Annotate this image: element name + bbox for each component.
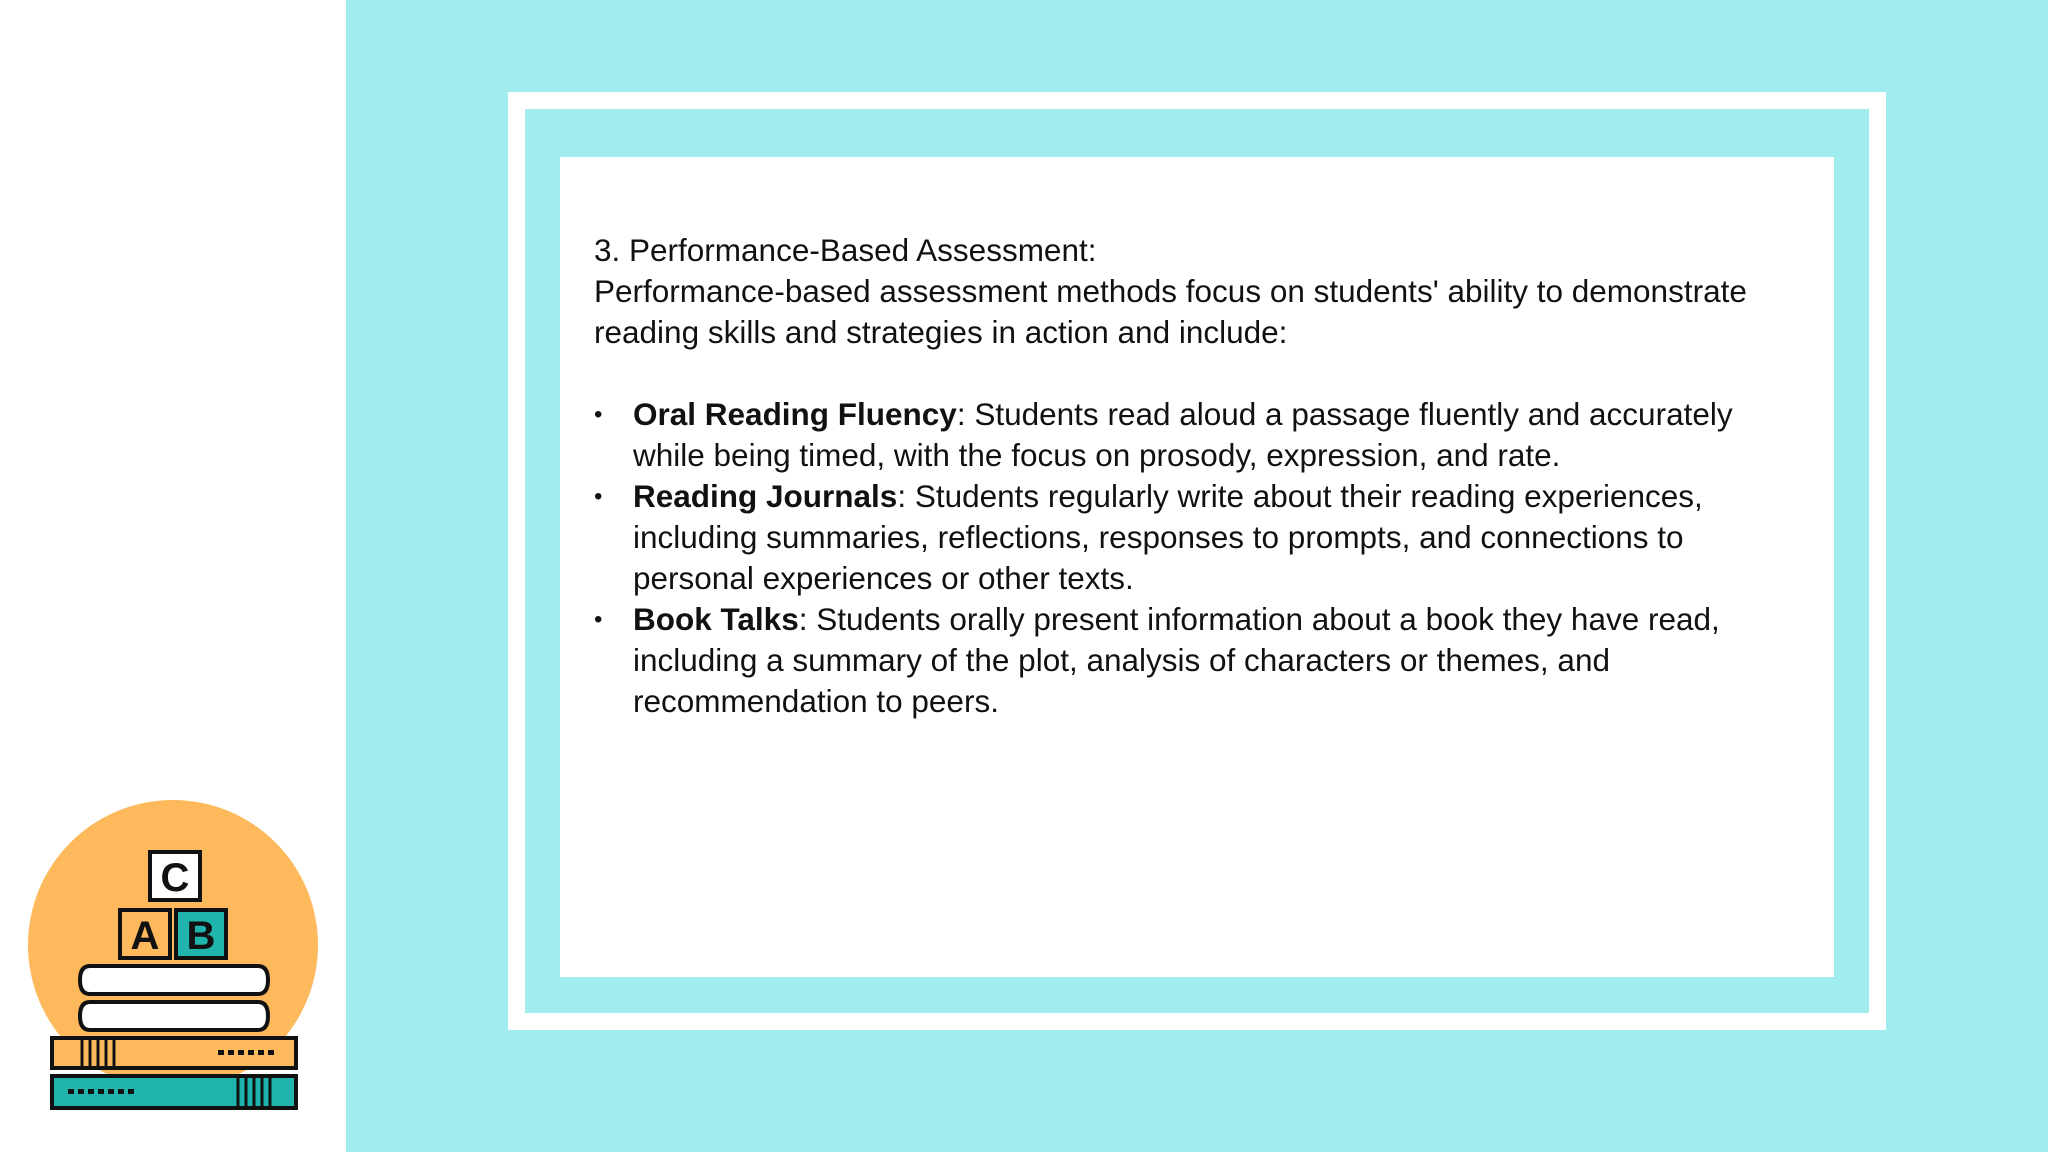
section-heading: 3. Performance-Based Assessment: bbox=[594, 232, 1097, 268]
bullet-list bbox=[594, 394, 1794, 722]
bullet-term: Reading Journals bbox=[633, 478, 898, 514]
bullet-item-book-talks bbox=[594, 599, 1794, 722]
bullet-term: Oral Reading Fluency bbox=[633, 396, 957, 432]
bullet-description: : Students read aloud a passage fluently and accurately while being timed, with the focus on prosody, expression, and rate. bbox=[633, 396, 1733, 473]
abc-blocks-books-icon bbox=[28, 800, 318, 1120]
section-intro: Performance-based assessment methods focus on students' ability to demonstrate reading skills and strategies in action and include: bbox=[594, 273, 1747, 350]
bullet-icon: • bbox=[594, 483, 603, 510]
bullet-term: Book Talks bbox=[633, 601, 799, 637]
slide-text bbox=[594, 230, 1794, 722]
bullet-item-reading-journals bbox=[594, 476, 1794, 599]
bullet-icon: • bbox=[594, 606, 603, 633]
block-letter-b: B bbox=[186, 914, 216, 958]
bullet-description: : Students regularly write about their reading experiences, including summaries, reflections, responses to prompts, and connections to personal experiences or other texts. bbox=[633, 478, 1703, 596]
paragraph-spacer bbox=[594, 353, 1794, 394]
book-white-lower bbox=[80, 1002, 268, 1030]
block-letter-c: C bbox=[160, 856, 190, 900]
block-letter-a: A bbox=[130, 914, 160, 958]
bullet-icon: • bbox=[594, 401, 603, 428]
book-white-upper bbox=[80, 966, 268, 994]
bullet-description: : Students orally present information about a book they have read, including a summary of the plot, analysis of characters or themes, and recommendation to peers. bbox=[633, 601, 1720, 719]
bullet-item-oral-reading-fluency bbox=[594, 394, 1794, 476]
